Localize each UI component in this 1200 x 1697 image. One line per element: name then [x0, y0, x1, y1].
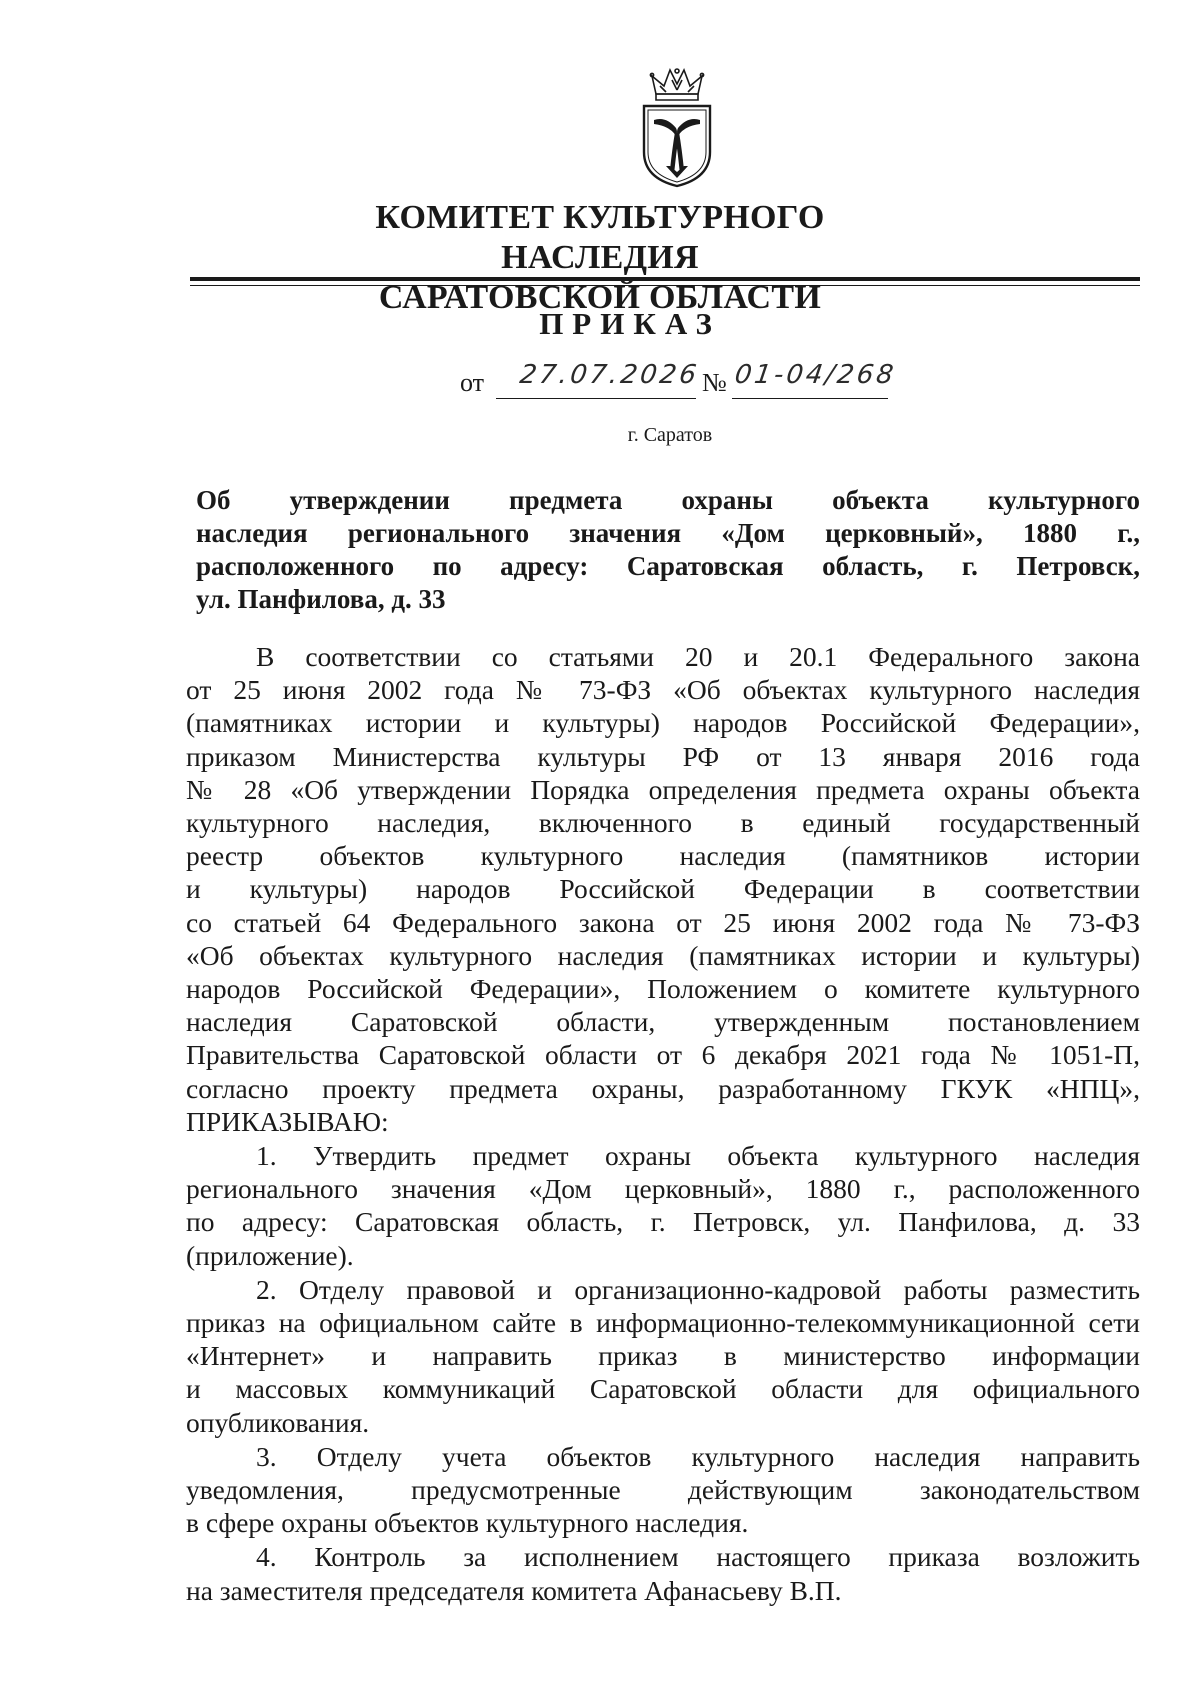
text-line: культурного наследия, включенного в единый государственный — [186, 807, 1140, 839]
text-line: уведомления, предусмотренные действующим законодательством — [186, 1474, 1140, 1506]
preamble-paragraph — [186, 640, 1140, 1138]
text-line: регионального значения «Дом церковный», 1880 г., расположенного — [186, 1173, 1140, 1205]
org-line-2: САРАТОВСКОЙ ОБЛАСТИ — [378, 279, 822, 316]
text-line: Правительства Саратовской области от 6 декабря 2021 года № 1051-П, — [186, 1039, 1140, 1071]
text-line: приказ на официальном сайте в информационно-телекоммуникационной сети — [186, 1307, 1140, 1339]
subject-line: наследия регионального значения «Дом церковный», 1880 г., — [196, 518, 1140, 548]
order-item-2 — [186, 1273, 1140, 1439]
order-item-4 — [186, 1540, 1140, 1606]
city-line: г. Саратов — [627, 424, 713, 446]
saratov-coat-of-arms-icon — [636, 66, 718, 190]
text-line: согласно проекту предмета охраны, разработанному ГКУК «НПЦ», — [186, 1072, 1140, 1104]
date-underline — [496, 398, 696, 399]
organization-title — [300, 198, 900, 318]
text-line: ПРИКАЗЫВАЮ: — [186, 1105, 389, 1137]
text-line: (памятниках истории и культуры) народов Российской Федерации», — [186, 707, 1140, 739]
date-value: 27.07.2026 — [517, 360, 701, 390]
subject-line: Об утверждении предмета охраны объекта культурного — [196, 485, 1140, 515]
text-line: 4. Контроль за исполнением настоящего приказа возложить — [256, 1541, 1140, 1573]
order-body — [186, 640, 1140, 1607]
text-line: опубликования. — [186, 1406, 370, 1438]
text-line: 3. Отделу учета объектов культурного наследия направить — [256, 1440, 1140, 1472]
text-line: на заместителя председателя комитета Афанасьеву В.П. — [186, 1574, 842, 1606]
text-line: в сфере охраны объектов культурного наследия. — [186, 1507, 749, 1539]
text-line: и массовых коммуникаций Саратовской области для официального — [186, 1373, 1140, 1405]
org-line-1: КОМИТЕТ КУЛЬТУРНОГО НАСЛЕДИЯ — [375, 199, 825, 276]
text-line: «Об объектах культурного наследия (памятниках истории и культуры) — [186, 939, 1140, 971]
text-line: 2. Отделу правовой и организационно-кадровой работы разместить — [256, 1273, 1140, 1305]
text-line: со статьей 64 Федерального закона от 25 июня 2002 года № 73-ФЗ — [186, 906, 1140, 938]
text-line: № 28 «Об утверждении Порядка определения предмета охраны объекта — [186, 773, 1140, 805]
text-line: приказом Министерства культуры РФ от 13 января 2016 года — [186, 740, 1140, 772]
text-line: В соответствии со статьями 20 и 20.1 Федерального закона — [256, 641, 1140, 672]
number-underline — [732, 398, 888, 399]
date-number-line — [460, 360, 940, 406]
date-label: от — [460, 368, 485, 397]
number-label: № — [702, 368, 727, 397]
text-line: 1. Утвердить предмет охраны объекта культурного наследия — [256, 1140, 1140, 1172]
text-line: от 25 июня 2002 года № 73-ФЗ «Об объектах культурного наследия — [186, 674, 1140, 706]
text-line: наследия Саратовской области, утвержденным постановлением — [186, 1006, 1140, 1038]
order-item-1 — [186, 1139, 1140, 1272]
text-line: реестр объектов культурного наследия (памятников истории — [186, 840, 1140, 872]
subject-line: расположенного по адресу: Саратовская область, г. Петровск, — [196, 551, 1140, 581]
order-item-3 — [186, 1440, 1140, 1540]
text-line: народов Российской Федерации», Положением о комитете культурного — [186, 973, 1140, 1005]
text-line: «Интернет» и направить приказ в министерство информации — [186, 1340, 1140, 1372]
document-type: ПРИКАЗ — [539, 306, 721, 341]
number-value: 01-04/268 — [732, 360, 899, 390]
subject-line: ул. Панфилова, д. 33 — [196, 584, 446, 614]
order-subject — [196, 484, 1140, 616]
header-divider-thin — [190, 285, 1140, 286]
text-line: (приложение). — [186, 1239, 354, 1271]
text-line: и культуры) народов Российской Федерации в соответствии — [186, 873, 1140, 905]
text-line: по адресу: Саратовская область, г. Петровск, ул. Панфилова, д. 33 — [186, 1206, 1140, 1238]
header-divider-thick — [190, 277, 1140, 281]
